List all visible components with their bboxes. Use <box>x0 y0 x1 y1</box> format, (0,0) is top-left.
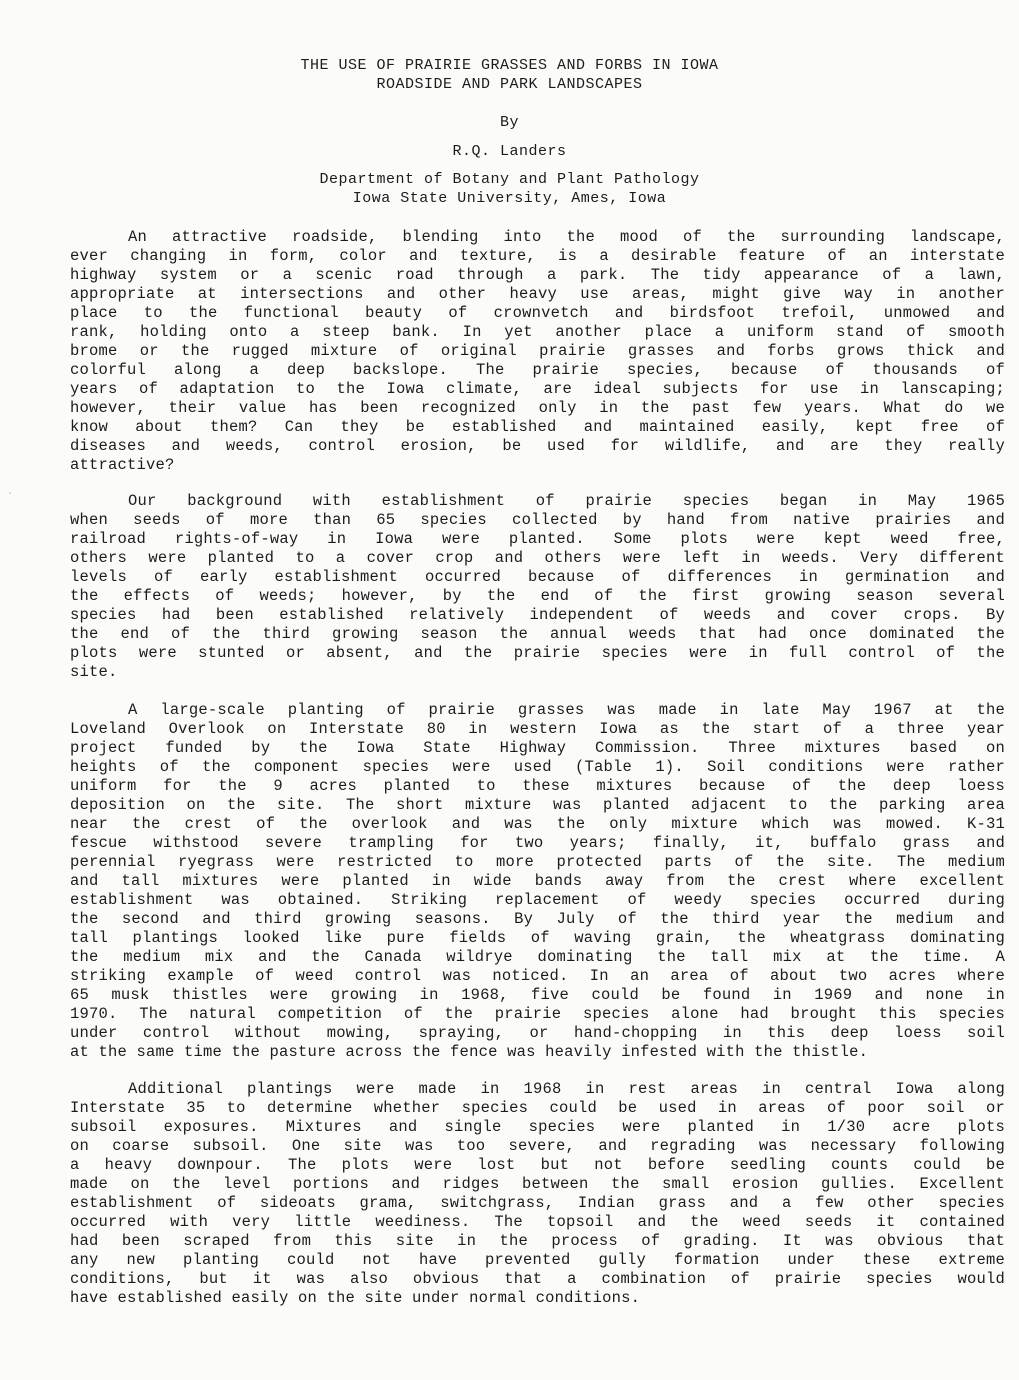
text-line: however, their value has been recognized only in the past few years. What do we <box>70 399 1005 417</box>
text-line: subsoil exposures. Mixtures and single species were planted in 1/30 acre plots <box>70 1118 1005 1136</box>
text-line: tall plantings looked like pure fields of waving grain, the wheatgrass dominating <box>70 929 1005 947</box>
text-line: the end of the third growing season the annual weeds that had once dominated the <box>70 625 1005 643</box>
text-line: Additional plantings were made in 1968 in rest areas in central Iowa along <box>128 1080 1005 1098</box>
text-line: Our background with establishment of prairie species began in May 1965 <box>128 492 1005 510</box>
text-line: highway system or a scenic road through a park. The tidy appearance of a lawn, <box>70 266 1005 284</box>
text-line: have established easily on the site under normal conditions. <box>70 1289 641 1307</box>
text-line: deposition on the site. The short mixture was planted adjacent to the parking area <box>70 796 1005 814</box>
text-line: others were planted to a cover crop and others were left in weeds. Very different <box>70 549 1005 567</box>
text-line: a heavy downpour. The plots were lost but not before seedling counts could be <box>70 1156 1005 1174</box>
text-line: perennial ryegrass were restricted to more protected parts of the site. The medium <box>70 853 1005 871</box>
author-name: R.Q. Landers <box>452 143 567 160</box>
text-line: A large-scale planting of prairie grasses was made in late May 1967 at the <box>128 701 1005 719</box>
text-line: the effects of weeds; however, by the end of the first growing season several <box>70 587 1005 605</box>
author-department: Department of Botany and Plant Pathology <box>319 171 700 188</box>
text-line: Loveland Overlook on Interstate 80 in western Iowa as the start of a three year <box>70 720 1005 738</box>
text-line: conditions, but it was also obvious that a combination of prairie species would <box>70 1270 1005 1288</box>
text-line: ever changing in form, color and texture, is a desirable feature of an interstate <box>70 247 1005 265</box>
text-line: at the same time the pasture across the fence was heavily infested with the thistle. <box>70 1043 869 1061</box>
text-line: establishment of sideoats grama, switchgrass, Indian grass and a few other species <box>70 1194 1005 1212</box>
text-line: site. <box>70 663 118 681</box>
text-line: near the crest of the overlook and was the only mixture which was mowed. K-31 <box>70 815 1005 833</box>
author-institution: Iowa State University, Ames, Iowa <box>352 190 667 207</box>
text-line: establishment was obtained. Striking replacement of weedy species occurred during <box>70 891 1005 909</box>
text-line: had been scraped from this site in the process of grading. It was obvious that <box>70 1232 1005 1250</box>
text-line: An attractive roadside, blending into the mood of the surrounding landscape, <box>128 228 1005 246</box>
text-line: levels of early establishment occurred because of differences in germination and <box>70 568 1005 586</box>
title-line-1: THE USE OF PRAIRIE GRASSES AND FORBS IN IOWA <box>300 57 719 74</box>
text-line: Interstate 35 to determine whether species could be used in areas of poor soil or <box>70 1099 1005 1117</box>
text-line: brome or the rugged mixture of original prairie grasses and forbs grows thick and <box>70 342 1005 360</box>
text-line: diseases and weeds, control erosion, be used for wildlife, and are they really <box>70 437 1005 455</box>
text-line: made on the level portions and ridges between the small erosion gullies. Excellent <box>70 1175 1005 1193</box>
title-line-2: ROADSIDE AND PARK LANDSCAPES <box>376 76 643 93</box>
text-line: any new planting could not have prevented gully formation under these extreme <box>70 1251 1005 1269</box>
text-line: the second and third growing seasons. By July of the third year the medium and <box>70 910 1005 928</box>
text-line: under control without mowing, spraying, or hand-chopping in this deep loess soil <box>70 1024 1005 1042</box>
text-line: attractive? <box>70 456 175 474</box>
text-line: fescue withstood severe trampling for two years; finally, it, buffalo grass and <box>70 834 1005 852</box>
text-line: striking example of weed control was noticed. In an area of about two acres where <box>70 967 1005 985</box>
text-line: rank, holding onto a steep bank. In yet another place a uniform stand of smooth <box>70 323 1005 341</box>
text-line: years of adaptation to the Iowa climate, are ideal subjects for use in lanscaping; <box>70 380 1005 398</box>
byline-label: By <box>499 114 519 131</box>
text-line: 65 musk thistles were growing in 1968, five could be found in 1969 and none in <box>70 986 1005 1004</box>
margin-speck: · <box>7 489 14 500</box>
text-line: place to the functional beauty of crownvetch and birdsfoot trefoil, unmowed and <box>70 304 1005 322</box>
text-line: the medium mix and the Canada wildrye dominating the tall mix at the time. A <box>70 948 1005 966</box>
text-line: plots were stunted or absent, and the prairie species were in full control of the <box>70 644 1005 662</box>
text-line: and tall mixtures were planted in wide bands away from the crest where excellent <box>70 872 1005 890</box>
text-line: species had been established relatively independent of weeds and cover crops. By <box>70 606 1005 624</box>
text-line: uniform for the 9 acres planted to these mixtures because of the deep loess <box>70 777 1005 795</box>
text-line: on coarse subsoil. One site was too severe, and regrading was necessary following <box>70 1137 1005 1155</box>
text-line: know about them? Can they be established and maintained easily, kept free of <box>70 418 1005 436</box>
text-line: occurred with very little weediness. The topsoil and the weed seeds it contained <box>70 1213 1005 1231</box>
text-line: project funded by the Iowa State Highway Commission. Three mixtures based on <box>70 739 1005 757</box>
text-line: railroad rights-of-way in Iowa were planted. Some plots were kept weed free, <box>70 530 1005 548</box>
text-line: 1970. The natural competition of the prairie species alone had brought this species <box>70 1005 1005 1023</box>
text-line: appropriate at intersections and other heavy use areas, might give way in another <box>70 285 1005 303</box>
text-line: colorful along a deep backslope. The prairie species, because of thousands of <box>70 361 1005 379</box>
text-line: heights of the component species were used (Table 1). Soil conditions were rather <box>70 758 1005 776</box>
text-line: when seeds of more than 65 species collected by hand from native prairies and <box>70 511 1005 529</box>
